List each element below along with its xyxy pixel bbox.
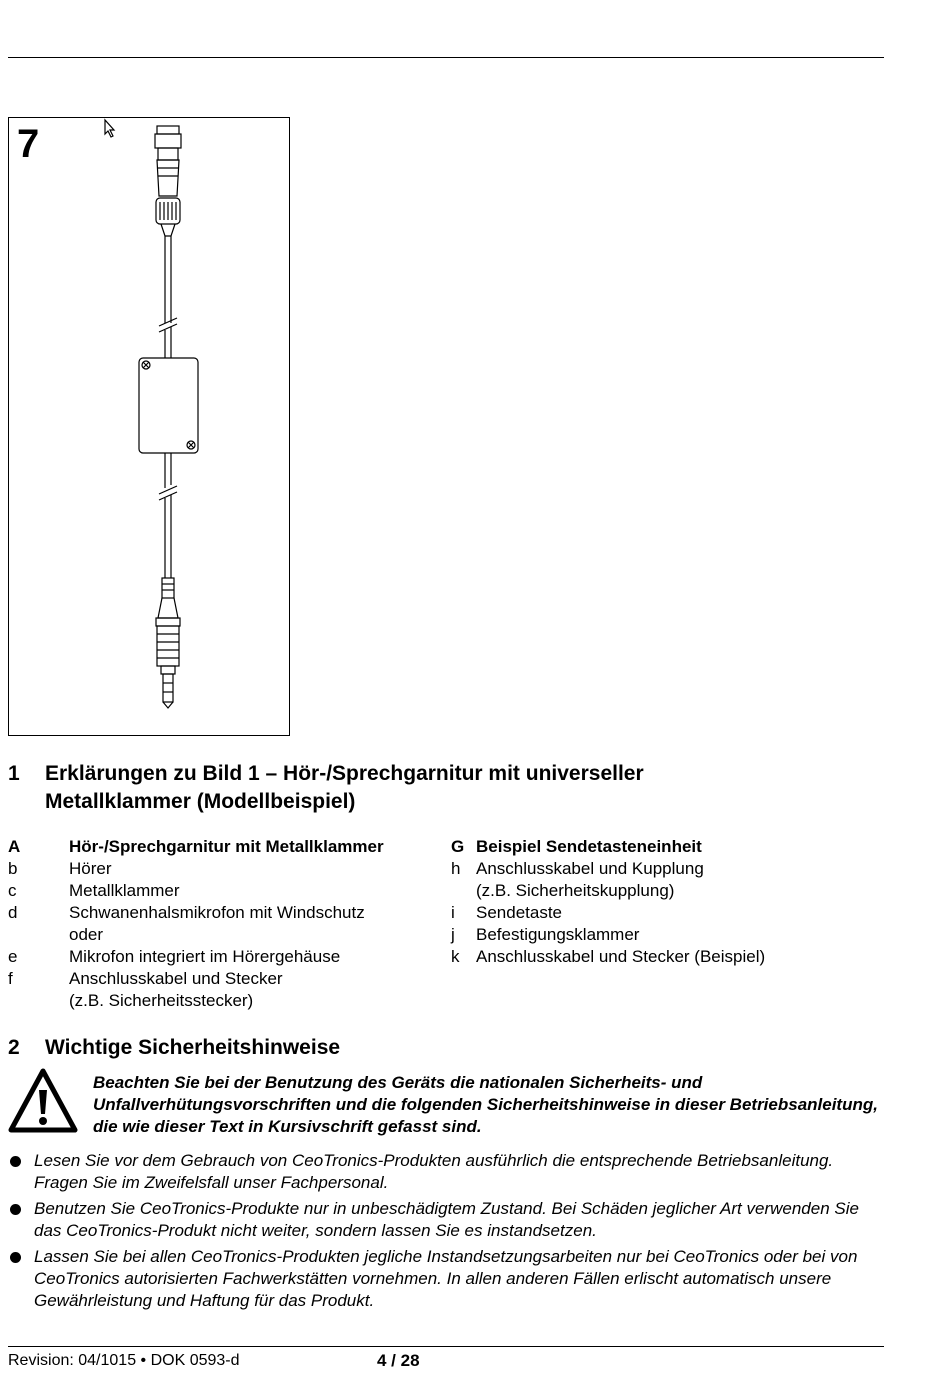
legend-right-column xyxy=(451,836,871,968)
legend-left-column xyxy=(8,836,438,1012)
legend-label: oder xyxy=(69,925,104,944)
section-number: 2 xyxy=(8,1036,20,1059)
safety-bullet-list xyxy=(8,1150,888,1316)
list-item xyxy=(8,1198,888,1242)
legend-item xyxy=(8,836,438,858)
bullet-text: Lassen Sie bei allen CeoTronics-Produkten jegliche Instandsetzungsarbeiten nur bei CeoTronics oder bei von CeoTronics autorisierten Fachwerkstätten vornehmen. In allen anderen Fällen erlischt automatisch unsere Gewährleistung und Haftung für das Produkt. xyxy=(34,1247,858,1310)
legend-item xyxy=(8,880,438,902)
legend-letter: k xyxy=(451,947,460,966)
legend-item xyxy=(8,924,438,946)
bullet-text: Benutzen Sie CeoTronics-Produkte nur in unbeschädigtem Zustand. Bei Schäden jeglicher Art verwenden Sie das CeoTronics-Produkt nicht weiter, sondern lassen Sie es instandsetzen. xyxy=(34,1199,859,1240)
legend-letter: d xyxy=(8,903,18,922)
legend-label: Anschlusskabel und Kupplung xyxy=(476,859,704,878)
legend-label: (z.B. Sicherheitskupplung) xyxy=(476,881,675,900)
section-number: 1 xyxy=(8,762,20,785)
legend-item xyxy=(451,902,871,924)
legend-label: Hörer xyxy=(69,859,112,878)
legend-label: (z.B. Sicherheitsstecker) xyxy=(69,991,254,1010)
legend-item xyxy=(451,924,871,946)
legend-item xyxy=(451,880,871,902)
legend-letter: A xyxy=(8,837,21,856)
legend-label: Metallklammer xyxy=(69,881,180,900)
legend-item xyxy=(8,946,438,968)
legend-item xyxy=(8,858,438,880)
legend-item xyxy=(8,902,438,924)
header-rule xyxy=(8,57,884,58)
legend-letter: i xyxy=(451,903,455,922)
legend-label: Anschlusskabel und Stecker (Beispiel) xyxy=(476,947,766,966)
page-number: 4 / 28 xyxy=(377,1351,420,1370)
legend-item xyxy=(451,836,871,858)
footer-revision: Revision: 04/1015 • DOK 0593-d xyxy=(8,1352,240,1369)
legend-label: Beispiel Sendetasteneinheit xyxy=(476,837,702,856)
legend-letter: b xyxy=(8,859,18,878)
list-item xyxy=(8,1246,888,1312)
warning-text: Beachten Sie bei der Benutzung des Geräts die nationalen Sicherheits- und Unfallverhütungsvorschriften und die folgenden Sicherheitshinweise in dieser Betriebsanleitung, die wie dieser Text in Kursivschrift gefasst sind. xyxy=(93,1073,878,1136)
bullet-icon xyxy=(10,1252,21,1263)
bullet-icon xyxy=(10,1156,21,1167)
cable-unit-drawing xyxy=(9,118,291,737)
legend-item xyxy=(8,990,438,1012)
legend-label: Anschlusskabel und Stecker xyxy=(69,969,283,988)
section-title: Wichtige Sicherheitshinweise xyxy=(45,1036,341,1059)
legend-label: Hör-/Sprechgarnitur mit Metallklammer xyxy=(69,837,384,856)
legend-letter: G xyxy=(451,837,465,856)
legend-label: Befestigungsklammer xyxy=(476,925,640,944)
warning-triangle-icon xyxy=(8,1068,78,1134)
legend-letter: f xyxy=(8,969,13,988)
figure-number: 7 xyxy=(17,122,40,166)
legend-letter: c xyxy=(8,881,17,900)
figure-7 xyxy=(8,117,290,736)
legend-label: Schwanenhalsmikrofon mit Windschutz xyxy=(69,903,365,922)
legend-label: Mikrofon integriert im Hörergehäuse xyxy=(69,947,341,966)
legend-letter: h xyxy=(451,859,461,878)
legend-label: Sendetaste xyxy=(476,903,563,922)
legend-letter: j xyxy=(451,925,455,944)
legend-item xyxy=(8,968,438,990)
bullet-icon xyxy=(10,1204,21,1215)
legend-item xyxy=(451,858,871,880)
bullet-text: Lesen Sie vor dem Gebrauch von CeoTronics-Produkten ausführlich die entsprechende Betriebsanleitung. Fragen Sie im Zweifelsfall unser Fachpersonal. xyxy=(34,1151,834,1192)
legend-item xyxy=(451,946,871,968)
list-item xyxy=(8,1150,888,1194)
legend-letter: e xyxy=(8,947,18,966)
section-title: Erklärungen zu Bild 1 – Hör-/Sprechgarnitur mit universeller Metallklammer (Modellbeispiel) xyxy=(45,762,644,813)
footer-rule xyxy=(8,1346,884,1347)
